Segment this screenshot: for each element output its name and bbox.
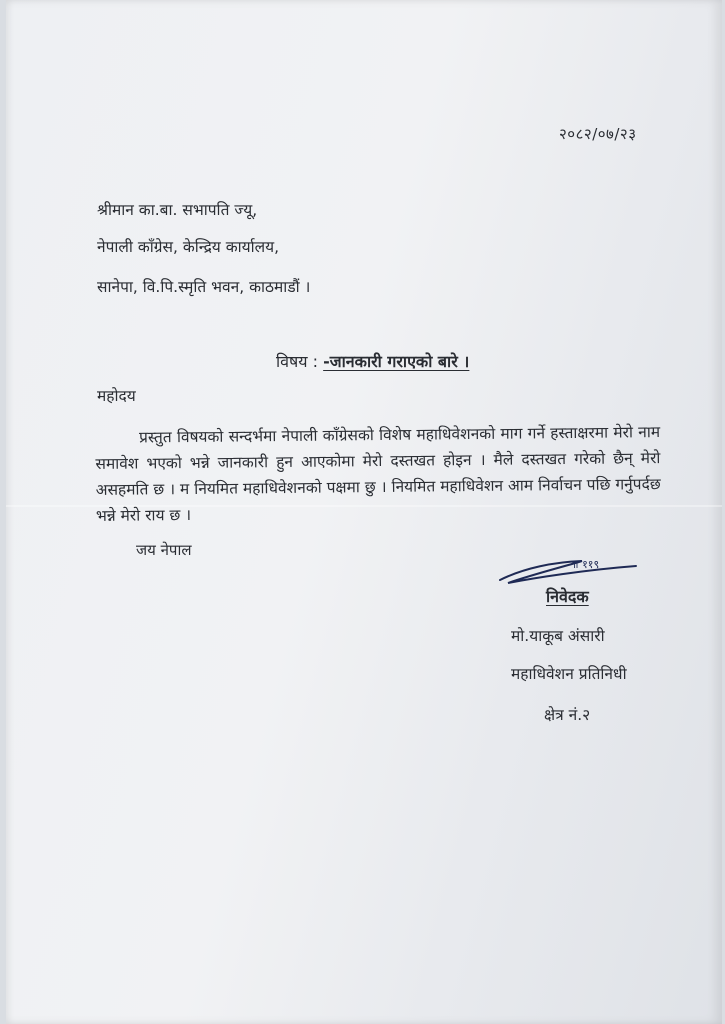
salutation: महोदय [97,387,136,405]
letter-paper [6,0,722,1024]
signer-area: क्षेत्र नं.२ [544,706,591,724]
closing: जय नेपाल [136,541,192,559]
signer-role: महाधिवेशन प्रतिनिधी [511,665,627,683]
signature-text: ॥ ११९ [572,558,600,571]
subject-label: विषय : [276,352,319,371]
letter-body: प्रस्तुत विषयको सन्दर्भमा नेपाली काँग्रेसको विशेष महाधिवेशनको माग गर्ने हस्ताक्षरमा मेरो नाम समावेश भएको भन्ने जानकारी हुन आएकोमा मेरो दस्तखत होइन । मैले दस्तखत गरेको छैन् मेरो असहमति छ । म नियमित महाधिवेशनको पक्षमा छु । नियमित महाधिवेशन आम निर्वाचन पछि गर्नुपर्दछ भन्ने मेरो राय छ । [95,423,661,525]
subject-line [276,350,469,372]
signer-name: मो.याकूब अंसारी [511,627,605,645]
recipient-line-3: सानेपा, वि.पि.स्मृति भवन, काठमाडौं । [97,278,311,296]
signer-title: निवेदक [546,587,589,606]
subject-text: -जानकारी गराएको बारे । [323,352,470,371]
recipient-line-2: नेपाली काँग्रेस, केन्द्रिय कार्यालय, [97,238,280,256]
letter-date: २०८२/०७/२३ [559,125,637,143]
recipient-line-1: श्रीमान का.बा. सभापति ज्यू, [97,201,258,219]
